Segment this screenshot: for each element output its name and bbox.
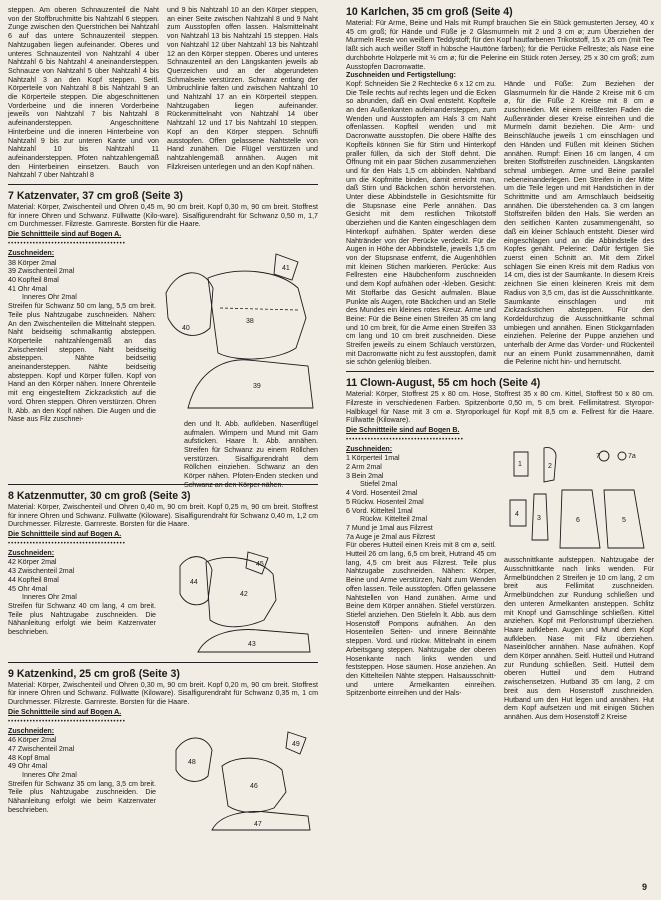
cut-item: Inneres Ohr 2mal (22, 593, 77, 602)
page-number: 9 (641, 882, 647, 892)
cut-item: 6 Vord. Kittelteil 1mal (346, 506, 413, 515)
figure-label: 46 (250, 782, 258, 790)
section-10-subheading: Zuschneiden und Fertigstellung: (346, 71, 456, 80)
section-8-bogen: Die Schnittteile sind auf Bogen A. (8, 529, 122, 538)
section-7-body (8, 248, 318, 489)
section-8-material: Material: Körper, Zwischenteil und Ohren 0,40 m, 90 cm breit. Kopf 0,25 m, 90 cm breit. Stoffrest für innere Ohren und Schwanz. Füllwatte (Kiloware). Sisalfigurendraht für Schwanz 0,40 m, 1,2 cm Durchmesser. Filzreste. Garnreste. Borsten für die Haare. (8, 502, 318, 529)
figure-label: 40 (182, 324, 190, 332)
cut-item: 7 Mund je 1mal aus Filzrest (346, 523, 433, 532)
cut-item: Inneres Ohr 2mal (22, 771, 77, 780)
section-8-cut-heading: Zuschneiden: (8, 548, 55, 557)
figure-label: 2 (548, 462, 552, 470)
section-11-instructions: Für oberes Hutteil einen Kreis mit 8 cm ø, seitl. Hutteil 26 cm lang, 6,5 cm breit, Hutrand 45 cm lang, 4,5 cm breit aus Filzrest. Teile plus Nahtzugabe zuschneiden. Nähen: Körper, Beine und Arme verstürzen, Naht zum Wenden offen lassen. Teile ausstopfen. Offen gelassene Nahtstellen von Hand zunähen. Arme und Beine dem Körper annähen. Stiefel verstürzen. Stiefel anziehen. Den Stiefeln lt. Abb. aus dem Hosenstoff Pompons aufnähen. An den Hosenteilen Seiten- und innere Beinnähte steppen. Vord. und rückw. Mittelnaht in einem Arbeitsgang steppen. Nahtzugabe der oberen Hosenkante nach links wenden und feststeppen. Hose säumen. Hose anziehen. An den Kittelteilen Nähte steppen. Halsausschnitt- und untere Ärmelkanten einreihen. Spitzenborte einreihen und der Hals- (346, 541, 496, 698)
section-7-bogen: Die Schnittteile sind auf Bogen A. (8, 230, 122, 239)
section-11-title: 11 Clown-August, 55 cm hoch (Seite 4) (346, 377, 541, 390)
section-divider (8, 662, 318, 663)
section-8-title: 8 Katzenmutter, 30 cm groß (Seite 3) (8, 489, 191, 502)
cut-item: 1 Körperteil 1mal (346, 454, 400, 463)
figure-label: 45 (256, 560, 264, 568)
cut-item: 39 Zwischenteil 2mal (8, 267, 75, 276)
cut-item: 4 Vord. Hosenteil 2mal (346, 489, 418, 498)
cut-item: 42 Körper 2mal (8, 558, 57, 567)
dotted-separator: •••••••••••••••••••••••••••••••••••••• (8, 240, 126, 247)
figure-label: 44 (190, 578, 198, 586)
section-11-instructions-continued: ausschnittkante aufsteppen. Nahtzugabe der Ausschnittkante nach links wenden. Für Ärmelbündchen 2 Streifen je 10 cm lang, 2 cm breit aus Fellimitat zuschneiden. Ärmelbündchen zur Rundung schließen und den unteren Ärmelkanten ansteppen. Schlitz mit Knopf und Garnschlinge schließen. Kittel anziehen. Kopf mit Perlonstrumpf überziehen. Haare aufkleben. Augen und Mund dem Kopf aufkleben. Nase mit Filz überziehen. Naseinlöcher annähen. Nase aufnähen. Kopf dem Körper annähen. Seitl. Hutteil und Hutrand zur Rundung schließen. Seitl. Hutteil dem oberen Hutteil und dem Hutrand zwischensetzen. Hutband 35 cm lang, 2 cm breit aus dem Hosenstoff zuschneiden. Hutband um den Hut legen und annähen. Hut dem Kopf aufsetzen und mit einigen Stichen annähen. Aus dem Hosenstoff 2 Kreise (504, 556, 654, 721)
cut-item: 47 Zwischenteil 2mal (8, 744, 75, 753)
section-divider (346, 371, 654, 372)
right-column (346, 6, 654, 722)
section-9-instructions: Streifen für Schwanz 35 cm lang, 3,5 cm breit. Teile plus Nahtzugabe zuschneiden. Die Nähanleitung erfolgt wie beim Katzenvater beschrieben. (8, 779, 156, 814)
dotted-separator: •••••••••••••••••••••••••••••••••••••• (8, 718, 126, 725)
cut-item: 40 Kopfteil 8mal (8, 275, 59, 284)
figure-label: 4 (515, 510, 519, 518)
section-9-title: 9 Katzenkind, 25 cm groß (Seite 3) (8, 667, 180, 680)
figure-label: 43 (248, 640, 256, 648)
intro-text: steppen. Am oberen Schnauzenteil die Naht von der Stoffbruchmitte bis Nahtzahl 6 steppen. Zunge zwischen den Querstrichen bei Nahtzahl 6 auf das untere Schnauzenteil steppen. Nahtzugaben liegen aufeinander. Oberes und unteres Schnauzenteil von Nahtzahl 4 über Nahtzahl 6 bis Nahtzahl 4 aneinandersteppen. Schnauze von Nahtzahl 5 über Nahtzahl 4 bis Nahtzahl 3 an den Kopf steppen. Seitl. Körperteile von Nahtzahl 8 bis Nahtzahl 9 an die Körperteile steppen. Die abgeschnittenen Vorderbeine und die inneren Vorderbeine jeweils von Nahtzahl 7 bis Nahtzahl 8 aufeinandersteppen. Angeschnittene Hinterbeine und die inneren Hinterbeine von Nahtzahl 9 bis zur unteren Kante und von Nahtzahl 10 bis Nahtzahl 11 aufeinandersteppen. Pfoten nahtzahlengemäß den Hinterbeinen einsetzen. Bauch von Nahtzahl 7 über Nahtzahl 8 (8, 6, 159, 180)
cut-item: 3 Bein 2mal (346, 471, 384, 480)
section-9-material: Material: Körper, Zwischenteil und Ohren 0,30 m, 90 cm breit. Kopf 0,20 m, 90 cm breit. Stoffrest für innere Ohren und Schwanz. Füllwatte (Kiloware). Sisalfigurendraht für Schwanz 0,35 m, 1 cm Durchmesser. Filzreste. Garnreste. Borsten für die Haare. (8, 680, 318, 707)
figure-label: 39 (253, 382, 261, 390)
section-7-cut-list (8, 259, 156, 303)
section-9-cut-heading: Zuschneiden: (8, 726, 55, 735)
figure-label: 1 (518, 460, 522, 468)
section-7-instructions: Streifen für Schwanz 50 cm lang, 5,5 cm breit. Teile plus Nahtzugabe zuschneiden. Nähen: An den Zwischenteilen die Mittelnaht steppen. Naht beidseitig schmalkantig absteppen. Körperteile nahtzahlengemäß an das Zwischenteil steppen. Naht beidseitig absteppen. Nähte beidseitig aneinandersteppen. Nähte beidseitig absteppen. Kopf und Körper füllen. Kopf von Hand an den Körper nähen. Innere Ohrenteile mit eng eingestelltem Zickzackstich auf die vord. Ohren steppen. Ohren verstürzen. Ohren lt. Abb. an den Kopf nähen. Die Augen und die Nase aus Filz zuschnei- (8, 302, 156, 424)
figure-label: 38 (246, 317, 254, 325)
left-column (8, 6, 318, 836)
cut-item: 46 Körper 2mal (8, 736, 57, 745)
section-7-material: Material: Körper, Zwischenteil und Ohren 0,45 m, 90 cm breit. Kopf 0,30 m, 90 cm breit. Stoffrest für innere Ohren und Schwanz. Füllwatte (Kilo-ware). Sisalfigurendraht für Schwanz 0,50 m, 1,7 cm Durchmesser. Filzreste. Garnreste. Borsten für die Haare. (8, 203, 318, 229)
cut-item: 2 Arm 2mal (346, 463, 382, 472)
figure-label: 42 (240, 590, 248, 598)
section-divider (8, 184, 318, 185)
figure-label: 49 (292, 740, 300, 748)
section-9-bogen: Die Schnittteile sind auf Bogen A. (8, 707, 122, 716)
figure-label: 7 (596, 452, 600, 460)
cat-child-pattern-figure (158, 726, 318, 834)
cut-item: 41 Ohr 4mal (8, 284, 48, 293)
cat-mother-pattern-figure (158, 548, 318, 656)
figure-label: 3 (537, 514, 541, 522)
dotted-separator: •••••••••••••••••••••••••••••••••••••• (346, 436, 464, 443)
section-8-instructions: Streifen für Schwanz 40 cm lang, 4 cm breit. Teile plus Nahtzugabe zuschneiden. Die Nähanleitung erfolgt wie beim Katzenvater beschrieben. (8, 601, 156, 637)
cut-item: Rückw. Kittelteil 2mal (360, 515, 428, 524)
section-9-cut-list (8, 736, 156, 780)
section-11-cut-list (346, 454, 496, 541)
figure-label: 47 (254, 820, 262, 828)
section-10-instructions-continued: Hände und Füße: Zum Beziehen der Glasmurmeln für die Hände 2 Kreise mit 6 cm ø, für die Füße 2 Kreise mit 8 cm ø zuschneiden. Mit einem reißfesten Faden die Außenränder dieser Kreise einreihen und die Murmeln damit beziehen. Die Arm- und Beinschläuche jeweils 1 cm einschlagen und den Händen und Füßen mit kleinen Stichen annähen. Rumpf: Einen 16 cm langen, 4 cm breiten Stoffstreifen zuschneiden. Längskanten schmal umbiegen. Arme und Beine parallel nebeneinanderlegen. Den Streifen in der Mitte um die Teile legen und mit Handstichen in der Schrittmitte und am Armschlauch beidseitig annähen. Die überstehenden ca. 3 cm langen Stoffstreifen bilden den Hals. Sie werden an den seitlichen Kanten zusammengenäht, so daß ein kleiner Schlauch entsteht. Dieser wird eingeschlagen und an die Abbindstelle des Kopfes genäht. Pelerine: Dafür fertigen Sie zuerst einen Schnitt an. Mit dem Zirkel schlagen Sie einen Kreis mit dem Radius von 14 cm, dies ist der Saumkante. In diesem Kreis zeichnen Sie einen kleineren Kreis mit dem Radius von 3,5 cm, das ist die Ausschnittkante. Saumkante einschlagen und mit Zickzackstichen absteppen. Für den Kordeldurchzug die Ausschnittkante schmal umbiegen und annähen. Einen Stickgarnfaden einziehen. Pelerine der Puppe anziehen und unterhalb der Arme das Vorder- und Rückenteil nur an einem Punkt zusammennähen, damit die Pelerine nicht hin- und herrutscht. (504, 79, 654, 367)
section-10-material: Material: Für Arme, Beine und Hals mit Rumpf brauchen Sie ein Stück gemusterten Jersey, 40 x 45 cm groß; für Hände und Füße je 2 Glasmurmeln mit 2 und 3 cm ø; zum Überziehen der Murmeln Reste von weißem Teddystoff; für den Kopf hautfarbenen Trikotstoff, 15 x 25 cm (mit Tee läßt sich auch weißer Stoff in hübsche Hauttöne färben); für die Perücke Fellreste; als Nase eine durchbohrte Holzperle mit ½ cm ø; für die Pelerine ein Stück roten Jersey, 25 x 30 cm groß; zum Ausstopfen Dacronwatte. (346, 19, 654, 71)
cut-item: 45 Ohr 4mal (8, 584, 48, 593)
section-7-title: 7 Katzenvater, 37 cm groß (Seite 3) (8, 190, 183, 203)
section-11-material: Material: Körper, Stoffrest 25 x 80 cm. Hose, Stoffrest 35 x 80 cm. Kittel, Stoffrest 50 x 80 cm. Filzreste in verschiedenen Farben. Spitzenborte 0,50 m, 5 cm breit. Fellimitatrest. Styropor-Halbkugel für Nase mit 3 cm ø. Styroporkugel für Kopf mit 8,5 cm ø. Fellrest für die Haare. Füllwatte (Kiloware). (346, 390, 654, 425)
intro-text-continued: und 9 bis Nahtzahl 10 an den Körper steppen, an einer Seite zwischen Nahtzahl 8 und 9 Naht zum Ausstopfen offen lassen. Halsmittelnaht von Nahtzahl 13 bis Nahtzahl 15 steppen. Hals von Nahtzahl 12 über Nahtzahl 13 bis Nahtzahl 12 an den Körper steppen. Oberes und unteres Schnauzenteil an den Längskanten jeweils ab Querzeichen und an der abgerundeten Schmalseite verstürzen. Schwanz entlang der Umbruchlinie falten und zwischen Nahtzahl 10 und Nahtzahl 17 an ein Körperteil steppen. Nahtzugaben liegen aufeinander. Rückenmittelnaht von Nahtzahl 14 über Nahtzahl 12 und 17 bis Nahtzahl 10 steppen. Kopf an den Körper steppen. Schnüffi ausstopfen. Offen gelassene Nahtstelle von Hand zunähen. Die Flügel verstürzen und nahtzahlengemäß annähen. Augen mit Filzkreisen unterlegen und an den Kopf nähen. (167, 6, 318, 171)
section-11-bogen: Die Schnittteile sind auf Bogen B. (346, 425, 460, 434)
cut-item: 49 Ohr 4mal (8, 762, 48, 771)
figure-label: 6 (576, 516, 580, 524)
cut-item: Inneres Ohr 2mal (22, 293, 77, 302)
section-8-cut-list (8, 558, 156, 602)
section-11-cut-heading: Zuschneiden: (346, 444, 393, 453)
section-10-title: 10 Karlchen, 35 cm groß (Seite 4) (346, 6, 513, 18)
cut-item: 44 Kopfteil 8mal (8, 575, 59, 584)
section-7-instructions-continued: den und lt. Abb. aufkleben. Nasenflügel aufmalen. Wimpern und Mund mit Garn aufsticken. Haare lt. Abb. annähen. Streifen für Schwanz zu einem Röllchen verstürzen. Sisalfigurendraht dem Röllchen einziehen. Schwanz an den Körper nähen. Pfoten-Enden stecken und Schwanz an den Körper nähen. (184, 419, 318, 489)
clown-pattern-figure (504, 444, 654, 554)
section-8-body (8, 548, 318, 658)
cut-item: 48 Kopf 8mal (8, 753, 50, 762)
section-9-body (8, 726, 318, 836)
figure-label: 48 (188, 758, 196, 766)
cut-item: Stiefel 2mal (360, 480, 398, 489)
dotted-separator: •••••••••••••••••••••••••••••••••••••• (8, 540, 126, 547)
cut-item: 7a Auge je 2mal aus Filzrest (346, 532, 436, 541)
cut-item: 38 Körper 2mal (8, 258, 57, 267)
section-10-instructions: Kopf: Schneiden Sie 2 Rechtecke 6 x 12 cm zu. Die Teile rechts auf rechts legen und die Ecken so abrunden, daß ein Oval entsteht. Kopfteile an den Außenkanten aufeinandersteppen, zum Wenden und Ausstopfen am Hals 3 cm Naht offenlassen. Kopfteil wenden und mit Dacronwatte ausstopfen. Die obere Hälfte des Kopfteils können Sie für Stirn und Hinterkopf praller füllen, da sich der Stoff dehnt. Die Öffnung mit ein paar Stichen zusammenziehen und für den Hals 1,5 cm abbinden. Nahtband um die Kopfmitte binden, damit erreicht man, daß Stirn und Bäckchen schön hervorstehen. Unter diese Abbindstelle in Gesichtsmitte für die Stupsnase eine Perle annähen. Das Gesicht mit dem restlichen Trikotstoff überziehen und die Kanten eingeschlagen dem Hinterkopf aufnähen. Später werden diese Nahtränder von der Perücke verdeckt. Für die Augen in Höhe der Abbindstelle, jeweils 1,5 cm von der Stupsnase entfernt, die Augenhöhlen mit kleinen Stichen markieren. Perücke: Aus Fellresten eine Häubchenform zuschneiden und dem Kopf aufnähen oder -kleben. Gesicht: Mit Stoffarbe das Gesicht aufmalen. Blaue Punkte als Augen, rote Bäckchen und an Stelle des Mundes ein kleines rotes Kreuz. Arme und Beine: Für die Beine einen Streifen 35 cm lang und 10 cm breit, für die Arme einen Streifen 33 cm lang und 10 cm breit zuschneiden. Diese Streifen jeweils zu einem Schlauch verstürzen, mit Dacronwatte nicht zu fest ausstopfen, damit sie schön gelenkig bleiben. (346, 79, 496, 367)
section-7-cut-heading: Zuschneiden: (8, 248, 55, 257)
cat-father-pattern-figure (158, 248, 318, 418)
cut-item: 5 Rückw. Hosenteil 2mal (346, 497, 424, 506)
figure-label: 41 (282, 264, 290, 272)
figure-label: 5 (622, 516, 626, 524)
figure-label: 7a (628, 452, 636, 460)
cut-item: 43 Zwischenteil 2mal (8, 567, 75, 576)
